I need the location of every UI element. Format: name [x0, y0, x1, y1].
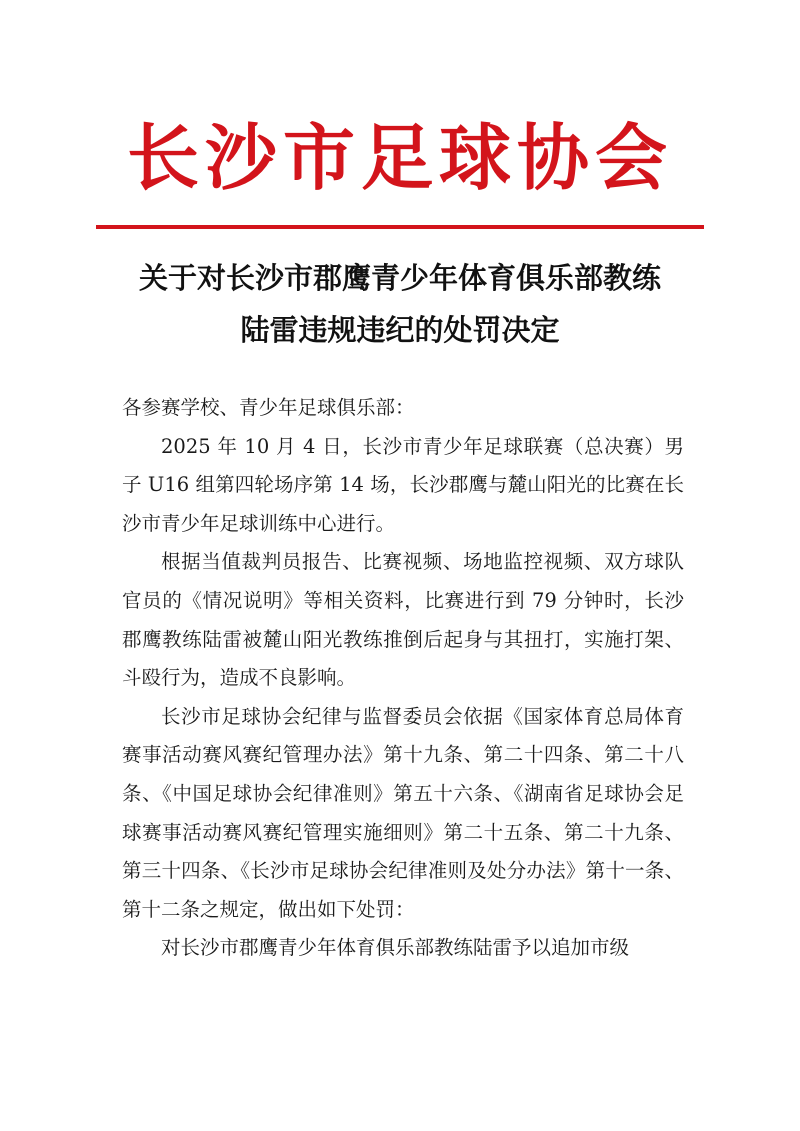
paragraph-legal-basis: 长沙市足球协会纪律与监督委员会依据《国家体育总局体育赛事活动赛风赛纪管理办法》第十九条、第二十四条、第二十八条、《中国足球协会纪律准则》第五十六条、《湖南省足球协会足球赛事活动赛风赛纪管理实施细则》第二十五条、第二十九条、第三十四条、《长沙市足球协会纪律准则及处分办法》第十一条、第十二条之规定，做出如下处罚： — [122, 704, 684, 921]
paragraph-findings: 根据当值裁判员报告、比赛视频、场地监控视频、双方球队官员的《情况说明》等相关资料，比赛进行到 79 分钟时，长沙郡鹰教练陆雷被麓山阳光教练推倒后起身与其扭打，实施打架、斗殴行为，造成不良影响。 — [122, 550, 684, 690]
paragraph-penalty: 对长沙市郡鹰青少年体育俱乐部教练陆雷予以追加市级 — [161, 936, 630, 960]
document-title-line-2: 陆雷违规违纪的处罚决定 — [240, 313, 560, 347]
salutation: 各参赛学校、青少年足球俱乐部： — [122, 396, 415, 419]
document-title — [60, 252, 740, 356]
document-body — [122, 389, 684, 968]
organization-letterhead: 长沙市足球协会 — [126, 115, 673, 200]
paragraph-incident: 2025 年 10 月 4 日，长沙市青少年足球联赛（总决赛）男子 U16 组第四轮场序第 14 场，长沙郡鹰与麓山阳光的比赛在长沙市青少年足球训练中心进行。 — [122, 434, 684, 535]
letterhead-red-rule — [96, 225, 704, 229]
document-title-line-1: 关于对长沙市郡鹰青少年体育俱乐部教练 — [138, 261, 661, 295]
